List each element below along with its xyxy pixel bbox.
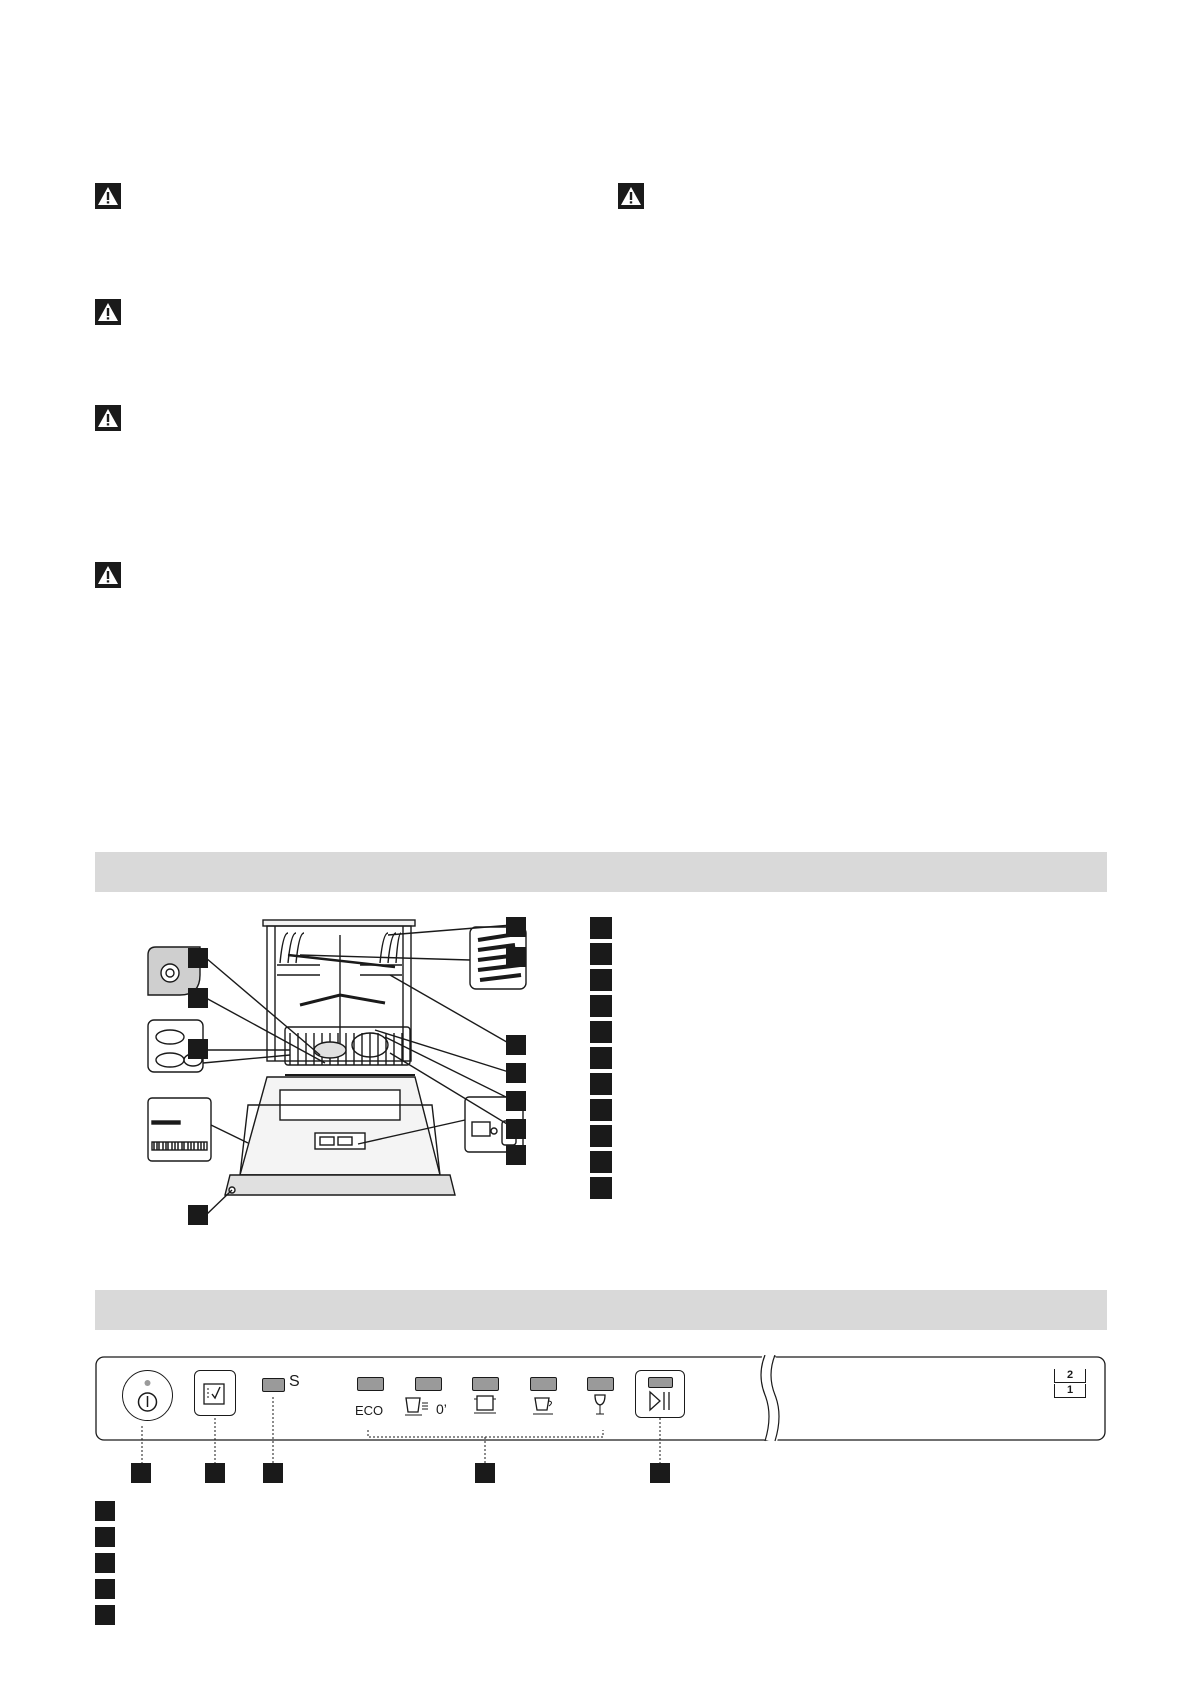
program-led[interactable] <box>472 1377 499 1391</box>
legend-marker <box>590 1073 612 1095</box>
legend-marker <box>95 1553 115 1573</box>
legend-marker <box>590 1021 612 1043</box>
legend-marker <box>590 1047 612 1069</box>
legend-marker <box>590 1099 612 1121</box>
program-led[interactable] <box>415 1377 442 1391</box>
legend-marker <box>95 1527 115 1547</box>
control-panel-diagram <box>95 1355 1107 1495</box>
warning-icon <box>95 299 121 325</box>
legend-marker <box>95 1501 115 1521</box>
program-led[interactable] <box>530 1377 557 1391</box>
legend-marker <box>590 969 612 991</box>
program-led[interactable] <box>587 1377 614 1391</box>
callout-marker <box>205 1463 225 1483</box>
dishwasher-illustration <box>140 905 560 1235</box>
legend-marker <box>590 995 612 1017</box>
glass-icon <box>592 1393 608 1417</box>
callout-marker <box>650 1463 670 1483</box>
salt-icon: S <box>289 1373 300 1390</box>
legend-marker <box>590 943 612 965</box>
zero-label: 0’ <box>436 1401 447 1417</box>
section-header-bar <box>95 852 1107 892</box>
legend-marker <box>95 1579 115 1599</box>
wash-zero-icon <box>404 1395 430 1417</box>
play-pause-icon <box>648 1390 674 1412</box>
callout-marker <box>131 1463 151 1483</box>
section-header-bar <box>95 1290 1107 1330</box>
legend-marker <box>590 1151 612 1173</box>
warning-icon <box>95 405 121 431</box>
checklist-icon <box>195 1371 235 1415</box>
start-led <box>648 1377 673 1388</box>
salt-led <box>262 1378 285 1392</box>
basket-select-icon <box>1054 1369 1086 1403</box>
eco-program-label: ECO <box>355 1403 384 1418</box>
legend-marker <box>590 1125 612 1147</box>
option-button[interactable] <box>194 1370 236 1416</box>
lower-basket-label: 1 <box>1054 1384 1086 1398</box>
callout-marker <box>263 1463 283 1483</box>
power-button[interactable] <box>122 1370 173 1421</box>
pot-icon <box>473 1392 497 1416</box>
cup-icon <box>532 1395 556 1417</box>
start-pause-button[interactable] <box>635 1370 685 1418</box>
warning-icon <box>95 183 121 209</box>
callout-marker <box>475 1463 495 1483</box>
legend-marker <box>95 1605 115 1625</box>
legend-marker <box>590 1177 612 1199</box>
legend-marker <box>590 917 612 939</box>
upper-basket-label: 2 <box>1054 1369 1086 1383</box>
program-led[interactable] <box>357 1377 384 1391</box>
power-icon <box>123 1371 172 1420</box>
warning-icon <box>95 562 121 588</box>
warning-icon <box>618 183 644 209</box>
